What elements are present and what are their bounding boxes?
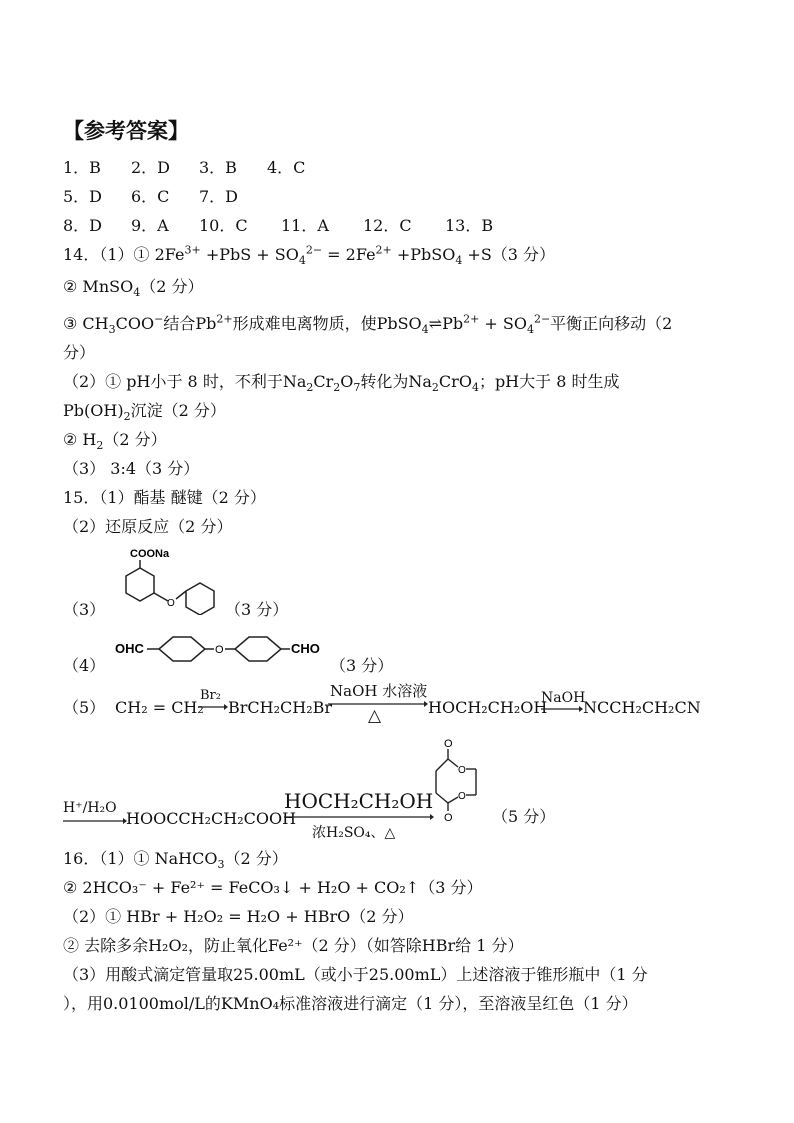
mc-answer: 6．C	[131, 187, 170, 206]
mc-row-1	[63, 157, 335, 179]
mc-answer: 11．A	[281, 216, 329, 235]
q14-line-7: ② $H_2(2$ 分）	[63, 430, 167, 453]
svg-text:O: O	[215, 644, 224, 656]
answer-title: 【参考答案】	[63, 119, 189, 143]
q15-5-condition-2: △	[368, 706, 382, 726]
mc-answer: 10．C	[199, 216, 248, 235]
ohc-label: OHC	[115, 641, 144, 656]
q15-4-label: （4）	[63, 656, 106, 675]
svg-text:O: O	[444, 812, 453, 824]
q15-3-score: （3 分）	[225, 600, 289, 619]
q14-line-1: 14．（1）① $2Fe^{3+} +PbS + SO_4^{2-} = 2Fe^{2+}$ +PbSO$_4$ +S（3 分）	[63, 243, 556, 268]
q15-5-product-2: HOCH₂CH₂OH	[428, 698, 548, 717]
mc-answer: 9．A	[131, 216, 169, 235]
mc-answer: 8．D	[63, 216, 103, 235]
arrow-1-icon	[198, 703, 228, 711]
mc-row-2	[63, 186, 267, 208]
q15-4-score: （3 分）	[330, 656, 394, 675]
q15-5-reactant: CH₂ = CH₂	[115, 698, 204, 717]
mc-answer: 3．B	[199, 158, 237, 177]
q15-5-reagent-5: HOCH₂CH₂OH	[284, 789, 434, 813]
cho-label: CHO	[291, 641, 320, 656]
mc-answer: 13．B	[445, 216, 494, 235]
q14-line-2: ② MnSO$_4$（2 分）	[63, 277, 204, 300]
mc-answer: 7．D	[199, 187, 239, 206]
cyclic-ester-structure	[428, 735, 488, 825]
q15-3-label: （3）	[63, 600, 106, 619]
arrow-4-icon	[63, 817, 127, 825]
mc-answer: 5．D	[63, 187, 103, 206]
q15-5-score: （5 分）	[492, 807, 556, 826]
q16-line-5: （3）用酸式滴定管量取25.00mL（或小于25.00mL）上述溶液于锥形瓶中（1 分	[63, 965, 648, 984]
q15-5-reagent-3: NaOH	[541, 690, 586, 706]
arrow-3-icon	[541, 705, 583, 713]
svg-text:O: O	[458, 765, 466, 776]
mc-row-3	[63, 215, 513, 237]
q16-line-2: ② 2HCO₃⁻ + Fe²⁺ = FeCO₃↓ + H₂O + CO₂↑（3 分）	[63, 878, 483, 897]
svg-text:O: O	[458, 791, 466, 802]
q14-line-4: 分）	[63, 343, 96, 362]
q14-line-3: ③ $CH_3COO^-$结合$Pb^{2+}$形成难电离物质，使$PbSO_4\rightleftharpoons Pb^{2+} + SO_4^{2-}$平衡正向移动（2	[63, 312, 673, 337]
q16-line-3: （2）① HBr + H₂O₂ = H₂O + HBrO（2 分）	[63, 907, 414, 926]
q14-line-6: $Pb(OH)_2$沉淀（2 分）	[63, 401, 226, 424]
q15-3-structure	[110, 543, 220, 615]
q15-5-reagent-2: NaOH 水溶液	[330, 682, 428, 700]
q15-5-product-3: NCCH₂CH₂CN	[583, 698, 701, 717]
svg-text:O: O	[444, 738, 453, 750]
mc-answer: 12．C	[363, 216, 412, 235]
q15-line-1: 15．（1）酯基 醚键（2 分）	[63, 488, 266, 507]
q15-4-structure	[115, 625, 335, 675]
q15-5-label: （5）	[63, 698, 106, 717]
q15-5-reagent-1: Br₂	[200, 688, 221, 703]
q15-5-condition-5: 浓H₂SO₄、△	[312, 825, 396, 841]
q16-line-4: ② 去除多余H₂O₂，防止氧化Fe²⁺（2 分）（如答除HBr给 1 分）	[63, 936, 524, 955]
q14-line-5: （2）① pH小于 8 时，不利于$Na_2Cr_2O_7$转化为$Na_2CrO_4$；pH大于 8 时生成	[63, 372, 620, 395]
q15-5-product-4: HOOCCH₂CH₂COOH	[126, 809, 297, 828]
q16-line-6: ），用0.0100mol/L的KMnO₄标准溶液进行滴定（1 分），至溶液呈红色（1 分）	[63, 994, 638, 1013]
mc-answer: 1．B	[63, 158, 101, 177]
arrow-5-icon	[284, 813, 434, 821]
q16-line-1: 16．（1）① NaHCO$_3$（2 分）	[63, 849, 288, 872]
mc-answer: 2．D	[131, 158, 171, 177]
q15-5-product-1: BrCH₂CH₂Br	[228, 698, 333, 717]
q15-line-2: （2）还原反应（2 分）	[63, 517, 233, 536]
mc-answer: 4．C	[267, 158, 306, 177]
coona-label: COONa	[130, 548, 170, 560]
q15-5-reagent-4: H⁺/H₂O	[63, 800, 117, 816]
svg-text:O: O	[167, 598, 175, 609]
q14-line-8: （3） 3:4（3 分）	[63, 459, 200, 478]
